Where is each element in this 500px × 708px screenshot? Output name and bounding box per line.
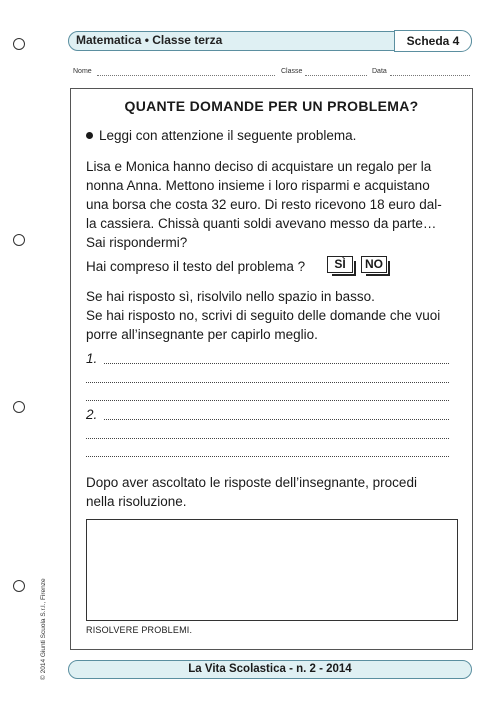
problem-line: Lisa e Monica hanno deciso di acquistare un regalo per la — [86, 159, 432, 174]
no-checkbox[interactable]: NO — [361, 256, 387, 273]
answer-line[interactable] — [104, 419, 449, 420]
question-2-number: 2. — [86, 407, 98, 422]
after-text: Dopo aver ascoltato le risposte dell’insegnante, procedi — [86, 475, 417, 490]
name-field[interactable] — [97, 75, 275, 76]
answer-line[interactable] — [86, 382, 449, 383]
binder-hole-1 — [13, 38, 25, 50]
class-field[interactable] — [305, 75, 367, 76]
solution-box[interactable] — [86, 519, 458, 621]
if-no-text: porre all’insegnante per capirlo meglio. — [86, 327, 318, 342]
yes-checkbox[interactable]: SÌ — [327, 256, 353, 273]
skill-label: RISOLVERE PROBLEMI. — [86, 625, 193, 635]
answer-line[interactable] — [86, 400, 449, 401]
if-yes-text: Se hai risposto sì, risolvilo nello spazio in basso. — [86, 289, 375, 304]
footer-bar: La Vita Scolastica - n. 2 - 2014 — [68, 660, 472, 679]
binder-hole-2 — [13, 234, 25, 246]
question-1-number: 1. — [86, 351, 98, 366]
problem-line: la cassiera. Chissà quanti soldi avevano messo da parte… — [86, 216, 437, 231]
binder-hole-3 — [13, 401, 25, 413]
class-label: Classe — [281, 68, 303, 75]
answer-line[interactable] — [104, 363, 449, 364]
name-label: Nome — [73, 68, 92, 75]
instruction — [86, 128, 356, 143]
problem-line: Sai rispondermi? — [86, 235, 188, 250]
comprehension-question: Hai compreso il testo del problema ? — [86, 259, 306, 274]
bullet-icon — [86, 132, 93, 139]
worksheet-title: QUANTE DOMANDE PER UN PROBLEMA? — [124, 98, 419, 114]
binder-hole-4 — [13, 580, 25, 592]
answer-line[interactable] — [86, 456, 449, 457]
header-title: Matematica • Classe terza — [76, 33, 223, 47]
copyright: © 2014 Giunti Scuola S.r.l., Firenze — [40, 578, 47, 680]
problem-line: una borsa che costa 32 euro. Di resto ricevono 18 euro dal- — [86, 197, 442, 212]
instruction-text: Leggi con attenzione il seguente problema. — [99, 128, 357, 143]
date-field[interactable] — [390, 75, 470, 76]
sheet-number: Scheda 4 — [394, 30, 472, 52]
if-no-text: Se hai risposto no, scrivi di seguito delle domande che vuoi — [86, 308, 441, 323]
answer-line[interactable] — [86, 438, 449, 439]
problem-line: nonna Anna. Mettono insieme i loro risparmi e acquistano — [86, 178, 430, 193]
after-text: nella risoluzione. — [86, 494, 187, 509]
date-label: Data — [372, 68, 387, 75]
